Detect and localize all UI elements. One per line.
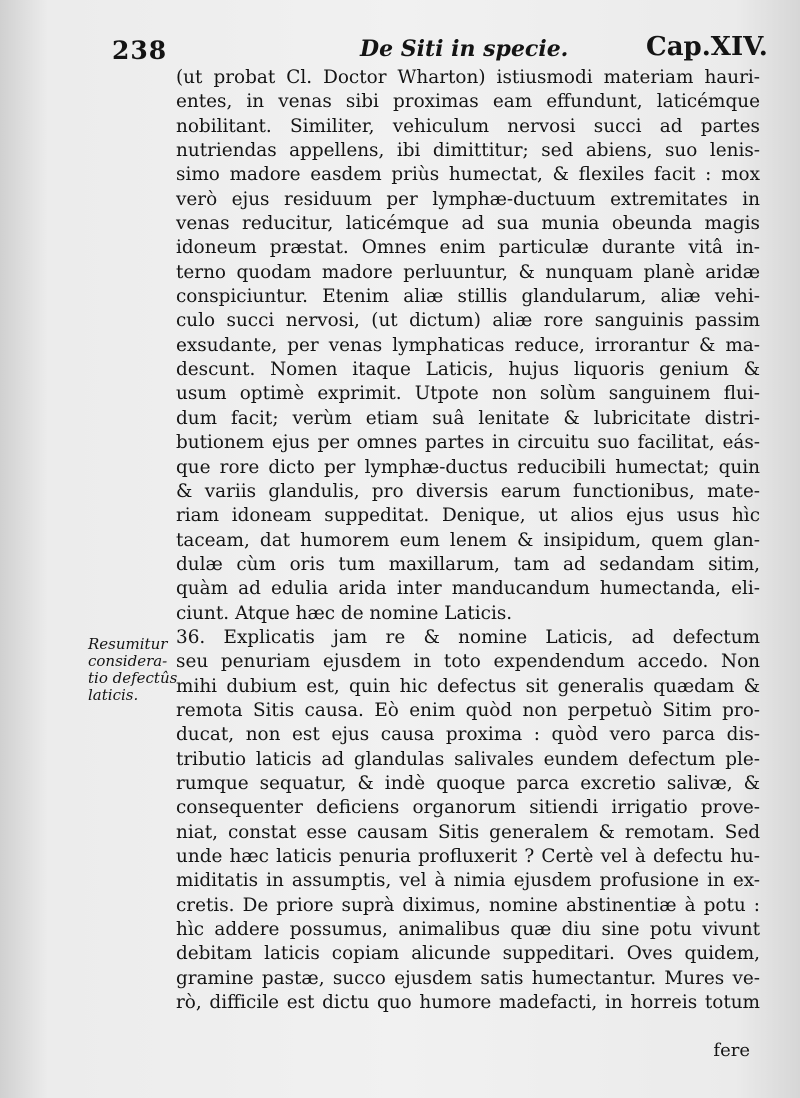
text-line: verò ejus residuum per lymphæ-ductuum extremitates in: [176, 188, 760, 210]
body-text: [176, 66, 760, 1015]
chapter-label: Cap.XIV.: [646, 32, 768, 62]
text-line: conspiciuntur. Etenim aliæ stillis glandularum, aliæ vehi-: [176, 286, 760, 308]
text-line: que rore dicto per lymphæ-ductus reducibili humectat; quin: [176, 456, 760, 478]
catchword: fere: [713, 1040, 750, 1061]
page-header: [0, 30, 800, 70]
text-line: miditatis in assumptis, vel à nimia ejusdem profusione in ex-: [176, 870, 760, 892]
text-line: 36. Explicatis jam re & nomine Laticis, ad defectum: [176, 626, 760, 648]
text-line: entes, in venas sibi proximas eam effundunt, laticémque: [176, 91, 760, 113]
text-line: debitam laticis copiam alicunde suppeditari. Oves quidem,: [176, 943, 760, 965]
text-line: seu penuriam ejusdem in toto expendendum accedo. Non: [176, 651, 760, 673]
text-line: remota Sitis causa. Eò enim quòd non perpetuò Sitim pro-: [176, 699, 760, 721]
text-line: tributio laticis ad glandulas salivales eundem defectum ple-: [176, 748, 760, 770]
text-line: descunt. Nomen itaque Laticis, hujus liquoris genium &: [176, 359, 760, 381]
text-line: taceam, dat humorem eum lenem & insipidum, quem glan-: [176, 529, 760, 551]
text-line: simo madore easdem priùs humectat, & flexiles facit : mox: [176, 164, 760, 186]
text-line: rò, difficile est dictu quo humore madefacti, in horreis totum: [176, 992, 760, 1014]
text-line: mihi dubium est, quin hic defectus sit generalis quædam &: [176, 675, 760, 697]
text-line: cretis. De priore suprà diximus, nomine abstinentiæ à potu :: [176, 894, 760, 916]
marginal-note-line: tio defectûs: [88, 669, 178, 687]
running-title: De Siti in specie.: [360, 36, 569, 62]
text-line: dulæ cùm oris tum maxillarum, tam ad sedandam sitim,: [176, 553, 760, 575]
text-line: nutriendas appellens, ibi dimittitur; sed abiens, suo lenis-: [176, 140, 760, 162]
marginal-note-line: laticis.: [88, 686, 139, 704]
text-line: niat, constat esse causam Sitis generalem & remotam. Sed: [176, 821, 760, 843]
text-line: butionem ejus per omnes partes in circuitu suo facilitat, eás-: [176, 432, 760, 454]
text-line: & variis glandulis, pro diversis earum functionibus, mate-: [176, 480, 760, 502]
text-line: exsudante, per venas lymphaticas reduce, irrorantur & ma-: [176, 334, 760, 356]
marginal-note-line: considera-: [88, 652, 168, 670]
marginal-note-line: Resumitur: [88, 635, 168, 653]
text-line: terno quodam madore perluuntur, & nunquam planè aridæ: [176, 261, 760, 283]
text-line: gramine pastæ, succo ejusdem satis humectantur. Mures ve-: [176, 967, 760, 989]
text-line: (ut probat Cl. Doctor Wharton) istiusmodi materiam hauri-: [176, 67, 760, 88]
text-line: hìc addere possumus, animalibus quæ diu sine potu vivunt: [176, 919, 760, 941]
text-line: rumque sequatur, & indè quoque parca excretio salivæ, &: [176, 772, 760, 794]
text-line: ducat, non est ejus causa proxima : quòd vero parca dis-: [176, 724, 760, 746]
text-line: unde hæc laticis penuria profluxerit ? Certè vel à defectu hu-: [176, 846, 760, 867]
text-line: quàm ad edulia arida inter manducandum humectanda, eli-: [176, 578, 760, 600]
marginal-note: [88, 636, 178, 704]
text-line: culo succi nervosi, (ut dictum) aliæ rore sanguinis passim: [176, 310, 760, 332]
text-line: ciunt. Atque hæc de nomine Laticis.: [176, 602, 513, 624]
text-line: usum optimè exprimit. Utpote non solùm sanguinem flui-: [176, 383, 760, 405]
text-line: venas reducitur, laticémque ad sua munia obeunda magis: [176, 213, 760, 235]
text-line: nobilitant. Similiter, vehiculum nervosi succi ad partes: [176, 115, 760, 137]
text-line: dum facit; verùm etiam suâ lenitate & lubricitate distri-: [176, 407, 760, 429]
text-line: idoneum præstat. Omnes enim particulæ durante vitâ in-: [176, 237, 760, 259]
text-line: consequenter deficiens organorum sitiendi irrigatio prove-: [176, 797, 760, 819]
text-line: riam idoneam suppeditat. Denique, ut alios ejus usus hìc: [176, 505, 760, 527]
page-number: 238: [112, 36, 168, 65]
